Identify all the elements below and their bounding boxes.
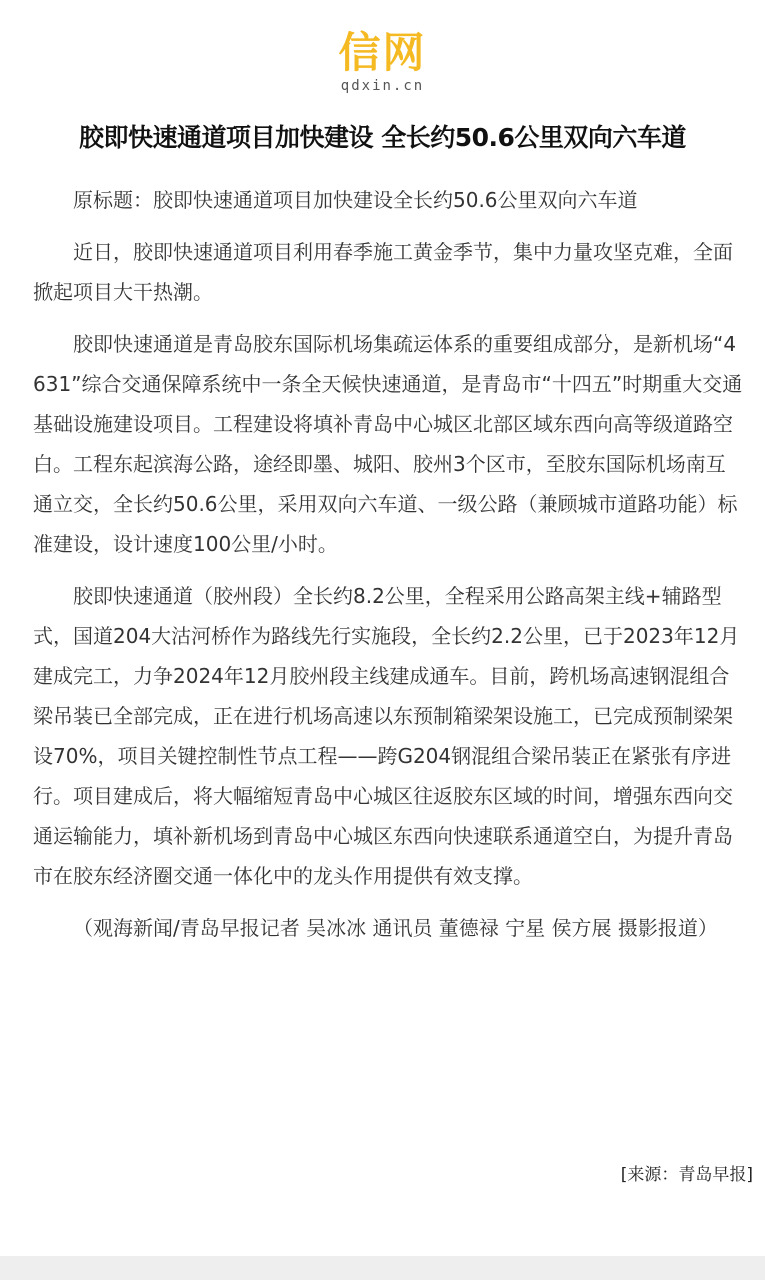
article-body [33,180,745,960]
logo-domain: qdxin.cn [340,78,425,94]
paragraph: 胶即快速通道是青岛胶东国际机场集疏运体系的重要组成部分，是新机场“4631”综合交通保障系统中一条全天候快速通道，是青岛市“十四五”时期重大交通基础设施建设项目。工程建设将填补青岛中心城区北部区域东西向高等级道路空白。工程东起滨海公路，途经即墨、城阳、胶州3个区市，至胶东国际机场南互通立交，全长约50.6公里，采用双向六车道、一级公路（兼顾城市道路功能）标准建设，设计速度100公里/小时。 [33,332,743,556]
original-title: 原标题：胶即快速通道项目加快建设全长约50.6公里双向六车道 [73,188,638,212]
site-logo[interactable] [0,30,765,94]
byline: （观海新闻/青岛早报记者 吴冰冰 通讯员 董德禄 宁星 侯方展 摄影报道） [73,916,718,940]
footer-bar [0,1256,765,1280]
logo-mark: 信网 [338,28,427,77]
paragraph: 近日，胶即快速通道项目利用春季施工黄金季节，集中力量攻坚克难，全面掀起项目大干热潮。 [33,240,733,304]
article-source: [来源：青岛早报] [620,1165,753,1185]
paragraph: 胶即快速通道（胶州段）全长约8.2公里，全程采用公路高架主线+辅路型式，国道204大沽河桥作为路线先行实施段，全长约2.2公里，已于2023年12月建成完工，力争2024年12月胶州段主线建成通车。目前，跨机场高速钢混组合梁吊装已全部完成，正在进行机场高速以东预制箱梁架设施工，已完成预制梁架设70%，项目关键控制性节点工程——跨G204钢混组合梁吊装正在紧张有序进行。项目建成后，将大幅缩短青岛中心城区往返胶东区域的时间，增强东西向交通运输能力，填补新机场到青岛中心城区东西向快速联系通道空白，为提升青岛市在胶东经济圈交通一体化中的龙头作用提供有效支撑。 [33,584,740,888]
article-title: 胶即快速通道项目加快建设 全长约50.6公里双向六车道 [79,123,686,152]
